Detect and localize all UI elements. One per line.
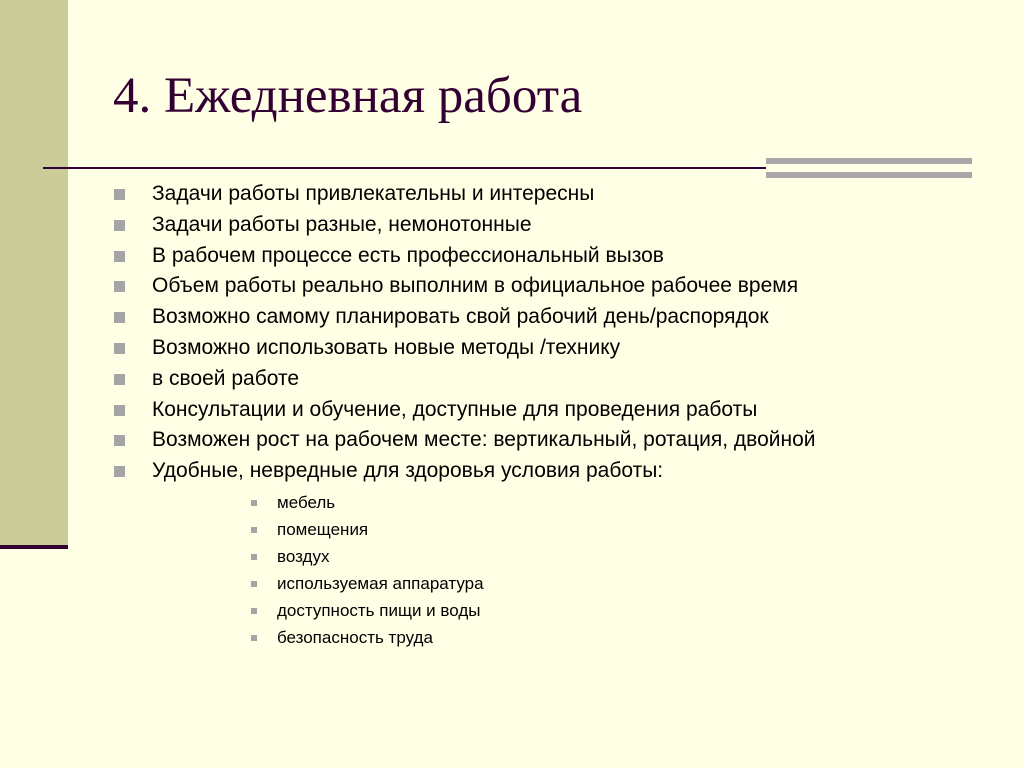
- square-bullet-icon: [114, 374, 125, 385]
- small-square-bullet-icon: [251, 554, 257, 560]
- bullet-text: Удобные, невредные для здоровья условия работы:: [152, 459, 664, 483]
- bullet-text: В рабочем процессе есть профессиональный вызов: [152, 243, 664, 267]
- square-bullet-icon: [114, 251, 125, 262]
- bullet-item: [113, 302, 816, 333]
- bullet-text: Возможен рост на рабочем месте: вертикальный, ротация, двойной: [152, 428, 816, 452]
- square-bullet-icon: [114, 466, 125, 477]
- bullet-item: [113, 210, 816, 241]
- square-bullet-icon: [114, 281, 125, 292]
- accent-bar-lower: [766, 172, 972, 178]
- sub-bullet-item: [249, 597, 913, 624]
- left-band-rule: [0, 545, 68, 549]
- small-square-bullet-icon: [251, 635, 257, 641]
- sub-bullet-item: [249, 624, 913, 651]
- bullet-text: Возможно использовать новые методы /технику: [152, 335, 621, 359]
- slide-title: 4. Ежедневная работа: [113, 68, 583, 124]
- bullet-item: [113, 333, 816, 364]
- sub-bullet-text: безопасность труда: [277, 627, 433, 647]
- accent-bar-upper: [766, 158, 972, 164]
- sub-bullet-text: используемая аппаратура: [277, 573, 484, 593]
- small-square-bullet-icon: [251, 527, 257, 533]
- small-square-bullet-icon: [251, 500, 257, 506]
- bullet-item: [113, 425, 816, 456]
- bullet-text: Возможно самому планировать свой рабочий день/распорядок: [152, 305, 769, 329]
- sub-bullet-text: доступность пищи и воды: [277, 600, 481, 620]
- sub-bullet-text: мебель: [277, 492, 336, 512]
- sub-bullet-item: [249, 570, 913, 597]
- square-bullet-icon: [114, 343, 125, 354]
- bullet-item: [113, 364, 816, 395]
- title-underline: [43, 167, 766, 169]
- bullet-list: [113, 179, 816, 651]
- bullet-text: в своей работе: [152, 366, 299, 390]
- square-bullet-icon: [114, 220, 125, 231]
- small-square-bullet-icon: [251, 608, 257, 614]
- bullet-text: Задачи работы привлекательны и интересны: [152, 182, 595, 205]
- small-square-bullet-icon: [251, 581, 257, 587]
- sub-bullet-item: [249, 516, 913, 543]
- sub-bullet-item: [249, 543, 913, 570]
- sub-bullet-text: помещения: [277, 519, 369, 539]
- square-bullet-icon: [114, 435, 125, 446]
- square-bullet-icon: [114, 405, 125, 416]
- bullet-item: [113, 271, 816, 302]
- bullet-item: [113, 179, 816, 210]
- square-bullet-icon: [114, 189, 125, 200]
- sub-bullet-list: [249, 489, 913, 651]
- sub-bullet-item: [249, 489, 913, 516]
- sub-bullet-text: воздух: [277, 546, 330, 566]
- bullet-text: Задачи работы разные, немонотонные: [152, 212, 532, 236]
- bullet-item: [113, 456, 816, 651]
- left-decorative-band: [0, 0, 68, 545]
- square-bullet-icon: [114, 312, 125, 323]
- bullet-item: [113, 241, 816, 272]
- bullet-text: Объем работы реально выполним в официальное рабочее время: [152, 274, 799, 298]
- bullet-item: [113, 395, 816, 426]
- bullet-text: Консультации и обучение, доступные для проведения работы: [152, 397, 758, 421]
